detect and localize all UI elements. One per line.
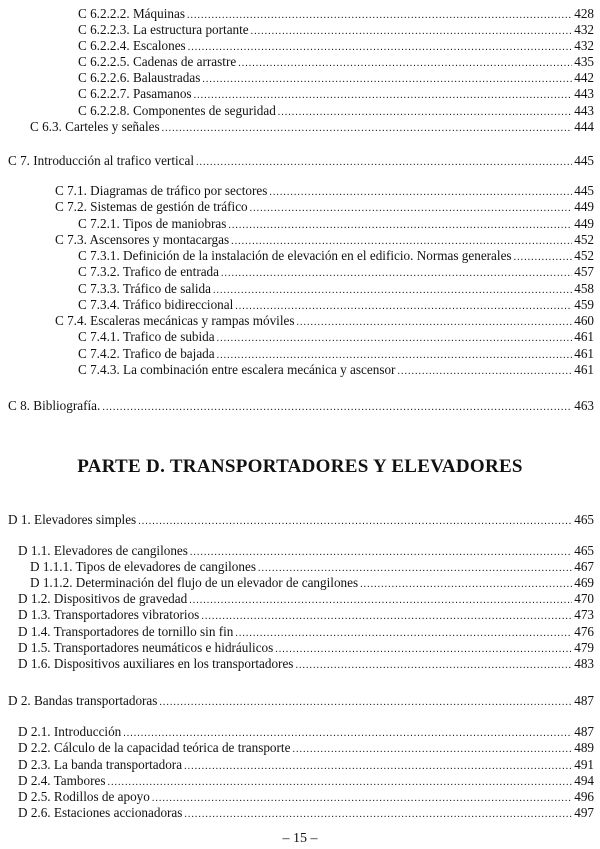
toc-entry <box>78 103 594 119</box>
toc-entry-page: 444 <box>574 119 594 134</box>
toc-entry-page: 432 <box>574 38 594 53</box>
toc-entry-label: C 7.4. Escaleras mecánicas y rampas móviles <box>55 313 295 328</box>
toc-entry-page: 443 <box>574 103 594 118</box>
toc-entry-page: 459 <box>574 297 594 312</box>
dot-leader <box>397 364 572 380</box>
toc-entry-page: 496 <box>574 789 594 804</box>
part-d-title: PARTE D. TRANSPORTADORES Y ELEVADORES <box>77 456 523 477</box>
toc-entry-label: D 2.6. Estaciones accionadoras <box>18 805 183 820</box>
toc-entry-label: C 6.2.2.4. Escalones <box>78 38 186 53</box>
toc-entry-page: 497 <box>574 805 594 820</box>
toc-entry-page: 469 <box>574 575 594 590</box>
toc-entry-label: C 6.2.2.3. La estructura portante <box>78 22 249 37</box>
toc-entry <box>78 6 594 22</box>
toc-entry <box>18 740 594 756</box>
toc-entry-page: 489 <box>574 740 594 755</box>
toc-entry <box>18 757 594 773</box>
toc-entry <box>30 559 594 575</box>
toc-entry-label: C 7.3. Ascensores y montacargas <box>55 232 230 247</box>
dot-leader <box>102 400 572 416</box>
toc-entry-page: 479 <box>574 640 594 655</box>
dot-leader <box>295 658 572 674</box>
toc-entry-label: C 7.3.4. Tráfico bidireccional <box>78 297 234 312</box>
toc-entry-label: C 6.3. Carteles y señales <box>30 119 160 134</box>
toc-entry-page: 445 <box>574 153 594 168</box>
toc-entry-label: C 7.2.1. Tipos de maniobras <box>78 216 227 231</box>
toc-entry-page: 491 <box>574 757 594 772</box>
toc-entry-label: C 7.3.1. Definición de la instalación de elevación en el edificio. Normas generales <box>78 248 512 263</box>
toc-entry-page: 452 <box>574 232 594 247</box>
toc-entry-label: D 1.4. Transportadores de tornillo sin fin <box>18 624 234 639</box>
toc-entry <box>8 693 594 709</box>
toc-entry-page: 458 <box>574 281 594 296</box>
toc-entry-page: 483 <box>574 656 594 671</box>
toc-entry-label: D 2.4. Tambores <box>18 773 106 788</box>
toc-entry-page: 487 <box>574 724 594 739</box>
toc-entry <box>78 264 594 280</box>
toc-entry-label: C 6.2.2.6. Balaustradas <box>78 70 201 85</box>
toc-entry <box>78 346 594 362</box>
toc-entry-page: 432 <box>574 22 594 37</box>
toc-entry-label: C 6.2.2.5. Cadenas de arrastre <box>78 54 237 69</box>
toc-entry <box>78 38 594 54</box>
toc-entry-label: D 1.2. Dispositivos de gravedad <box>18 591 188 606</box>
toc-entry-page: 470 <box>574 591 594 606</box>
toc-entry <box>18 724 594 740</box>
toc-entry-page: 461 <box>574 362 594 377</box>
toc-entry-page: 449 <box>574 199 594 214</box>
toc-entry-page: 442 <box>574 70 594 85</box>
toc-entry-label: C 8. Bibliografía. <box>8 398 101 413</box>
toc-entry-label: C 7.3.2. Trafico de entrada <box>78 264 220 279</box>
dot-leader <box>292 742 572 758</box>
toc-entry-label: D 1.1.2. Determinación del flujo de un elevador de cangilones <box>30 575 359 590</box>
toc-entry <box>8 153 594 169</box>
toc-entry-label: C 7.3.3. Tráfico de salida <box>78 281 211 296</box>
dot-leader <box>201 609 572 625</box>
toc-entry-label: C 7. Introducción al trafico vertical <box>8 153 195 168</box>
toc-entry <box>8 398 594 414</box>
dot-leader <box>194 88 573 104</box>
toc-entry <box>55 183 594 199</box>
toc-entry <box>8 512 594 528</box>
toc-entry-label: D 2.1. Introducción <box>18 724 122 739</box>
dot-leader <box>196 155 572 171</box>
toc-entry <box>18 773 594 789</box>
toc-entry <box>78 297 594 313</box>
toc-entry-page: 461 <box>574 329 594 344</box>
toc-entry <box>78 281 594 297</box>
toc-entry-label: C 7.4.1. Trafico de subida <box>78 329 215 344</box>
toc-entry-label: D 1.1.1. Tipos de elevadores de cangilones <box>30 559 256 574</box>
toc-entry-label: D 1.1. Elevadores de cangilones <box>18 543 188 558</box>
toc-entry <box>55 313 594 329</box>
toc-entry-label: D 2.5. Rodillos de apoyo <box>18 789 150 804</box>
toc-entry-page: 467 <box>574 559 594 574</box>
toc-entry-label: C 7.2. Sistemas de gestión de tráfico <box>55 199 248 214</box>
page-number: – 15 – <box>282 831 318 846</box>
toc-entry <box>18 607 594 623</box>
toc-entry-label: C 6.2.2.7. Pasamanos <box>78 86 192 101</box>
dot-leader <box>250 201 573 217</box>
toc-entry-page: 428 <box>574 6 594 21</box>
dot-leader <box>138 514 572 530</box>
toc-entry <box>30 575 594 591</box>
toc-entry-label: D 1.6. Dispositivos auxiliares en los transportadores <box>18 656 294 671</box>
toc-entry <box>18 640 594 656</box>
toc-entry-page: 463 <box>574 398 594 413</box>
toc-entry-label: D 1.5. Transportadores neumáticos e hidráulicos <box>18 640 274 655</box>
toc-entry <box>18 656 594 672</box>
toc-entry <box>78 70 594 86</box>
toc-entry-label: C 6.2.2.8. Componentes de seguridad <box>78 103 276 118</box>
toc-entry-page: 487 <box>574 693 594 708</box>
toc-entry <box>78 362 594 378</box>
toc-entry-page: 494 <box>574 773 594 788</box>
toc-entry-label: C 7.1. Diagramas de tráfico por sectores <box>55 183 268 198</box>
toc-entry-page: 465 <box>574 512 594 527</box>
dot-leader <box>162 121 573 137</box>
toc-entry <box>78 248 594 264</box>
toc-entry-label: D 2. Bandas transportadoras <box>8 693 158 708</box>
toc-entry <box>55 199 594 215</box>
toc-entry-page: 461 <box>574 346 594 361</box>
toc-entry-label: D 1.3. Transportadores vibratorios <box>18 607 200 622</box>
toc-entry-label: D 2.2. Cálculo de la capacidad teórica de transporte <box>18 740 291 755</box>
toc-entry-page: 445 <box>574 183 594 198</box>
toc-entry-page: 473 <box>574 607 594 622</box>
toc-entry-page: 443 <box>574 86 594 101</box>
dot-leader <box>221 266 572 282</box>
toc-entry <box>78 216 594 232</box>
toc-entry-label: C 6.2.2.2. Máquinas <box>78 6 185 21</box>
dot-leader <box>159 695 572 711</box>
toc-entry-page: 449 <box>574 216 594 231</box>
toc-entry <box>55 232 594 248</box>
dot-leader <box>184 807 572 823</box>
toc-entry <box>30 119 594 135</box>
toc-entry-page: 457 <box>574 264 594 279</box>
toc-entry <box>78 22 594 38</box>
toc-entry <box>18 789 594 805</box>
toc-entry <box>78 54 594 70</box>
toc-entry-label: D 2.3. La banda transportadora <box>18 757 183 772</box>
toc-entry <box>78 329 594 345</box>
toc-entry-page: 476 <box>574 624 594 639</box>
toc-entry-page: 435 <box>574 54 594 69</box>
toc-entry-page: 452 <box>574 248 594 263</box>
toc-entry-label: C 7.4.2. Trafico de bajada <box>78 346 215 361</box>
toc-entry-label: C 7.4.3. La combinación entre escalera mecánica y ascensor <box>78 362 396 377</box>
toc-entry <box>18 805 594 821</box>
toc-entry <box>78 86 594 102</box>
toc-entry <box>18 624 594 640</box>
toc-entry <box>18 591 594 607</box>
toc-entry-page: 460 <box>574 313 594 328</box>
toc-entry-page: 465 <box>574 543 594 558</box>
dot-leader <box>217 331 573 347</box>
toc-entry-label: D 1. Elevadores simples <box>8 512 137 527</box>
toc-entry <box>18 543 594 559</box>
